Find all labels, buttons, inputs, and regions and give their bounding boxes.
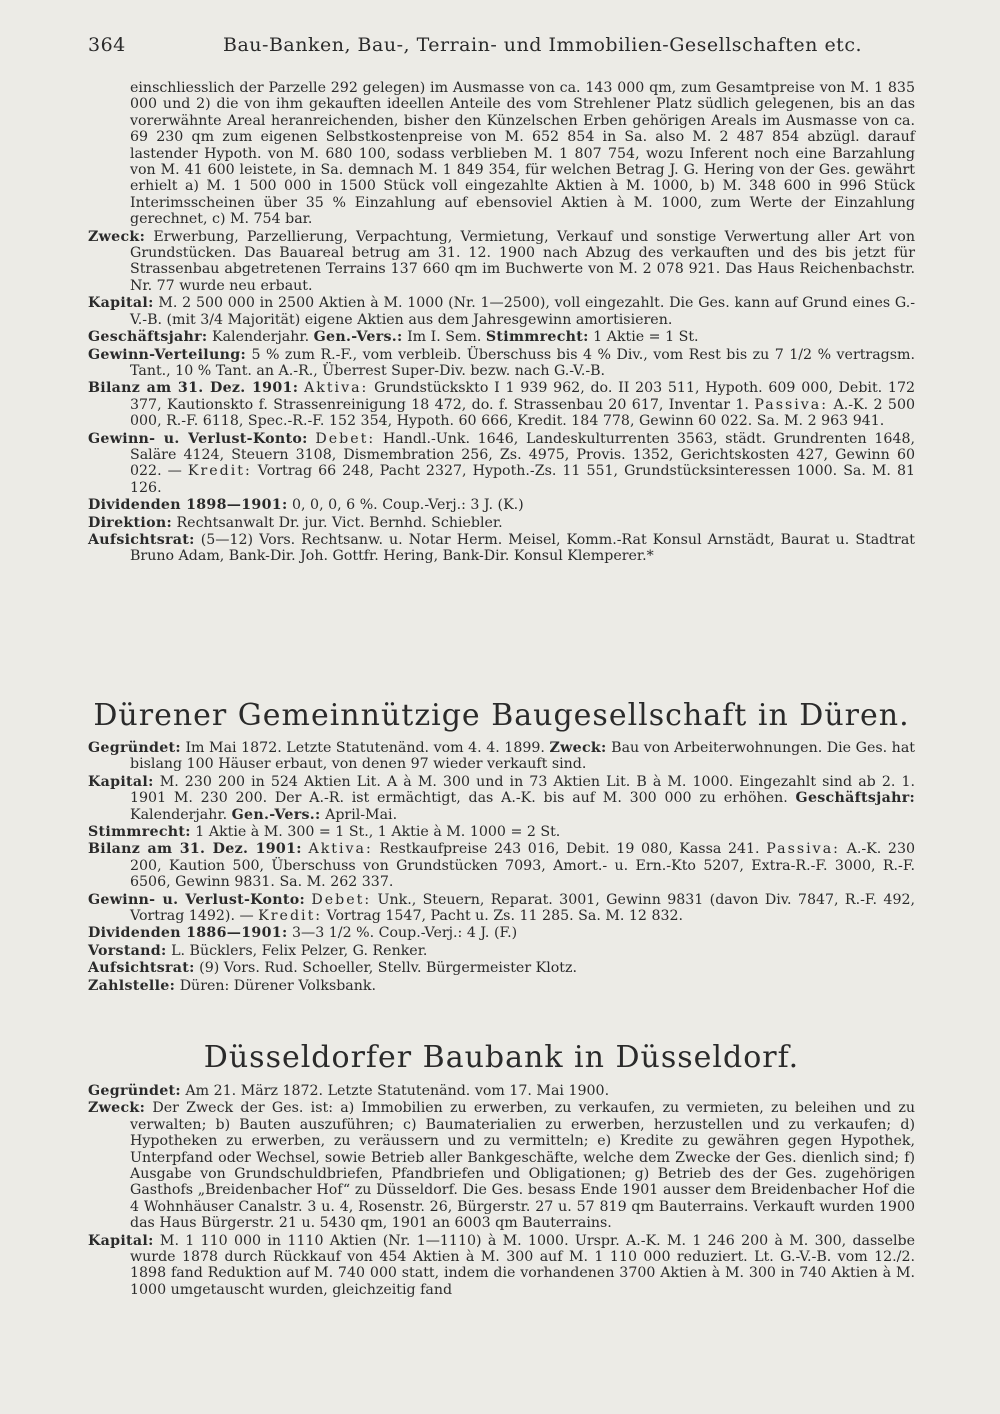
kapital-entry: Kapital: M. 2 500 000 in 2500 Aktien à M. 1000 (Nr. 1—2500), voll eingezahlt. Die Ges. kann auf Grund eines G.-V.-B. (mit 3/4 Majorität) eigene Aktien aus dem Jahresgewinn amortisieren. bbox=[88, 295, 915, 328]
dividenden-entry: Dividenden 1886—1901: 3—3 1/2 %. Coup.-Verj.: 4 J. (F.) bbox=[88, 925, 518, 942]
zweck-entry: Zweck: Erwerbung, Parzellierung, Verpachtung, Vermietung, Verkauf und sonstige Verwertung aller Art von Grundstücken. Das Bauareal betrug am 31. 12. 1900 nach Abzug des verkauften und des bis jetzt für Strassenbau abgetretenen Terrains 137 660 qm im Buchwerte von M. 2 078 921. Das Haus Reichenbachstr. Nr. 77 wurde neu erbaut. bbox=[88, 228, 915, 294]
section-continued-entry bbox=[88, 80, 915, 566]
continuation-paragraph: einschliesslich der Parzelle 292 gelegen) im Ausmasse von ca. 143 000 qm, zum Gesamtpreise von M. 1 835 000 und 2) die von ihm gekauften ideellen Anteile des vom Strehlener Platz südlich gelegenen, bis an das vorerwähnte Areal heranreichenden, bisher den Künzelschen Erben gehörigen Areals im Ausmasse von ca. 69 230 qm zum eigenen Selbstkostenpreise von M. 652 854 in Sa. also M. 2 487 854 abzügl. darauf lastender Hypoth. von M. 680 100, sodass verblieben M. 1 807 754, wozu Inferent noch eine Barzahlung von M. 41 600 leistete, in Sa. demnach M. 1 849 354, für welchen Betrag J. G. Hering von der Ges. gewährt erhielt a) M. 1 500 000 in 1500 Stück voll eingezahlte Aktien à M. 1000, b) M. 348 600 in 996 Stück Interimsscheinen über 35 % Einzahlung auf ebensoviel Aktien à M. 1000, zum Werte der Einzahlung gerechnet, c) M. 754 bar. bbox=[130, 80, 915, 228]
zahlstelle-entry: Zahlstelle: Düren: Dürener Volksbank. bbox=[88, 977, 377, 994]
kapital-entry: Kapital: M. 1 110 000 in 1110 Aktien (Nr. 1—1110) à M. 1000. Urspr. A.-K. M. 1 246 200 à M. 300, dasselbe wurde 1878 durch Rückkauf von 454 Aktien à M. 300 auf M. 1 110 000 reduziert. Lt. G.-V.-B. vom 12./2. 1898 fand Reduktion auf M. 740 000 statt, indem die vorhandenen 3700 Aktien à M. 300 in 740 Aktien à M. 1000 umgetauscht wurden, gleichzeitig fand bbox=[88, 1232, 915, 1298]
kapital-entry: Kapital: M. 230 200 in 524 Aktien Lit. A à M. 300 und in 73 Aktien Lit. B à M. 1000. Eingezahlt sind ab 2. 1. 1901 M. 230 200. Der A.-R. ist ermächtigt, das A.-K. bis auf M. 300 000 zu erhöhen. Geschäftsjahr: Kalenderjahr. Gen.-Vers.: April-Mai. bbox=[88, 773, 916, 823]
company-title-duesseldorf: Düsseldorfer Baubank in Düsseldorf. bbox=[203, 1040, 800, 1075]
bilanz-entry: Bilanz am 31. Dez. 1901: Aktiva: Grundstückskto I 1 939 962, do. II 203 511, Hypoth. 609 000, Debit. 172 377, Kautionskto f. Strassenreinigung 18 472, do. f. Strassenbau 20 617, Inventar 1. Passiva: A.-K. 2 500 000, R.-F. 6118, Spec.-R.-F. 152 354, Hypoth. 60 666, Kredit. 184 778, Gewinn 60 022. Sa. M. 2 963 941. bbox=[88, 380, 916, 430]
guv-entry: Gewinn- u. Verlust-Konto: Debet: Unk., Steuern, Reparat. 3001, Gewinn 9831 (davon Div. 7847, R.-F. 492, Vortrag 1492). — Kredit: Vortrag 1547, Pacht u. Zs. 11 285. Sa. M. 12 832. bbox=[88, 891, 916, 925]
zweck-entry: Zweck: Der Zweck der Ges. ist: a) Immobilien zu erwerben, zu verkaufen, zu vermieten, zu beleihen und zu verwalten; b) Bauten auszuführen; c) Baumaterialien zu erwerben, herzustellen und zu verkaufen; d) Hypotheken zu erwerben, zu veräussern und zu vermitteln; e) Kredite zu gewähren gegen Hypothek, Unterpfand oder Wechsel, sowie Betrieb aller Bankgeschäfte, welche dem Zwecke der Ges. dienlich sind; f) Ausgabe von Grundschuldbriefen, Pfandbriefen und Obligationen; g) Betrieb des der Ges. zugehörigen Gasthofs „Breidenbacher Hof“ zu Düsseldorf. Die Ges. besass Ende 1901 ausser dem Breidenbacher Hof die 4 Wohnhäuser Canalstr. 3 u. 4, Rosenstr. 26, Bürgerstr. 27 u. 57 819 qm Bauterrains. Verkauft wurden 1900 das Haus Bürgerstr. 21 u. 5430 qm, 1901 an 6003 qm Bauterrains. bbox=[88, 1100, 916, 1232]
page-number: 364 bbox=[88, 34, 126, 56]
bilanz-entry: Bilanz am 31. Dez. 1901: Aktiva: Restkaufpreise 243 016, Debit. 19 080, Kassa 241. Passiva: A.-K. 230 200, Kaution 500, Überschuss von Grundstücken 7093, Amort.- u. Ern.-Kto 5207, Extra-R.-F. 3000, R.-F. 6506, Gewinn 9831. Sa. M. 262 337. bbox=[88, 841, 915, 891]
running-title: Bau-Banken, Bau-, Terrain- und Immobilien-Gesellschaften etc. bbox=[223, 34, 863, 56]
gegruendet-entry: Gegründet: Im Mai 1872. Letzte Statutenänd. vom 4. 4. 1899. Zweck: Bau von Arbeiterwohnungen. Die Ges. hat bislang 100 Häuser erbaut, von denen 97 wieder verkauft sind. bbox=[88, 740, 915, 773]
dividenden-entry: Dividenden 1898—1901: 0, 0, 0, 6 %. Coup.-Verj.: 3 J. (K.) bbox=[88, 497, 524, 514]
gewinn-verteilung-entry: Gewinn-Verteilung: 5 % zum R.-F., vom verbleib. Überschuss bis 4 % Div., vom Rest bis zu 7 1/2 % vertragsm. Tant., 10 % Tant. an A.-R., Überrest Super-Div. bezw. nach G.-V.-B. bbox=[88, 346, 915, 379]
aufsichtsrat-entry: Aufsichtsrat: (9) Vors. Rud. Schoeller, Stellv. Bürgermeister Klotz. bbox=[88, 960, 577, 977]
aufsichtsrat-entry: Aufsichtsrat: (5—12) Vors. Rechtsanw. u. Notar Herm. Meisel, Komm.-Rat Konsul Arnstädt, Baurat u. Stadtrat Bruno Adam, Bank-Dir. Joh. Gottfr. Hering, Bank-Dir. Konsul Klemperer.* bbox=[88, 531, 915, 565]
section-duesseldorf bbox=[88, 1083, 915, 1299]
section-dueren bbox=[88, 740, 915, 995]
guv-entry: Gewinn- u. Verlust-Konto: Debet: Handl.-Unk. 1646, Landeskulturrenten 3563, städt. Grundrenten 1648, Saläre 4124, Steuern 3108, Dismembration 256, Zs. 4975, Provis. 1352, Gerichtskosten 427, Gewinn 60 022. — Kredit: Vortrag 66 248, Pacht 2327, Hypoth.-Zs. 11 551, Grundstücksinteressen 1000. Sa. M. 81 126. bbox=[88, 430, 916, 496]
company-title-dueren: Dürener Gemeinnützige Baugesellschaft in Düren. bbox=[93, 698, 910, 733]
gegruendet-entry: Gegründet: Am 21. März 1872. Letzte Statutenänd. vom 17. Mai 1900. bbox=[88, 1083, 610, 1099]
direktion-entry: Direktion: Rechtsanwalt Dr. jur. Vict. Bernhd. Schiebler. bbox=[88, 514, 503, 531]
vorstand-entry: Vorstand: L. Bücklers, Felix Pelzer, G. Renker. bbox=[88, 942, 428, 959]
geschaeftsjahr-entry: Geschäftsjahr: Kalenderjahr. Gen.-Vers.: Im I. Sem. Stimmrecht: 1 Aktie = 1 St. bbox=[88, 329, 699, 346]
stimmrecht-entry: Stimmrecht: 1 Aktie à M. 300 = 1 St., 1 Aktie à M. 1000 = 2 St. bbox=[88, 824, 561, 841]
page-header bbox=[88, 34, 912, 60]
